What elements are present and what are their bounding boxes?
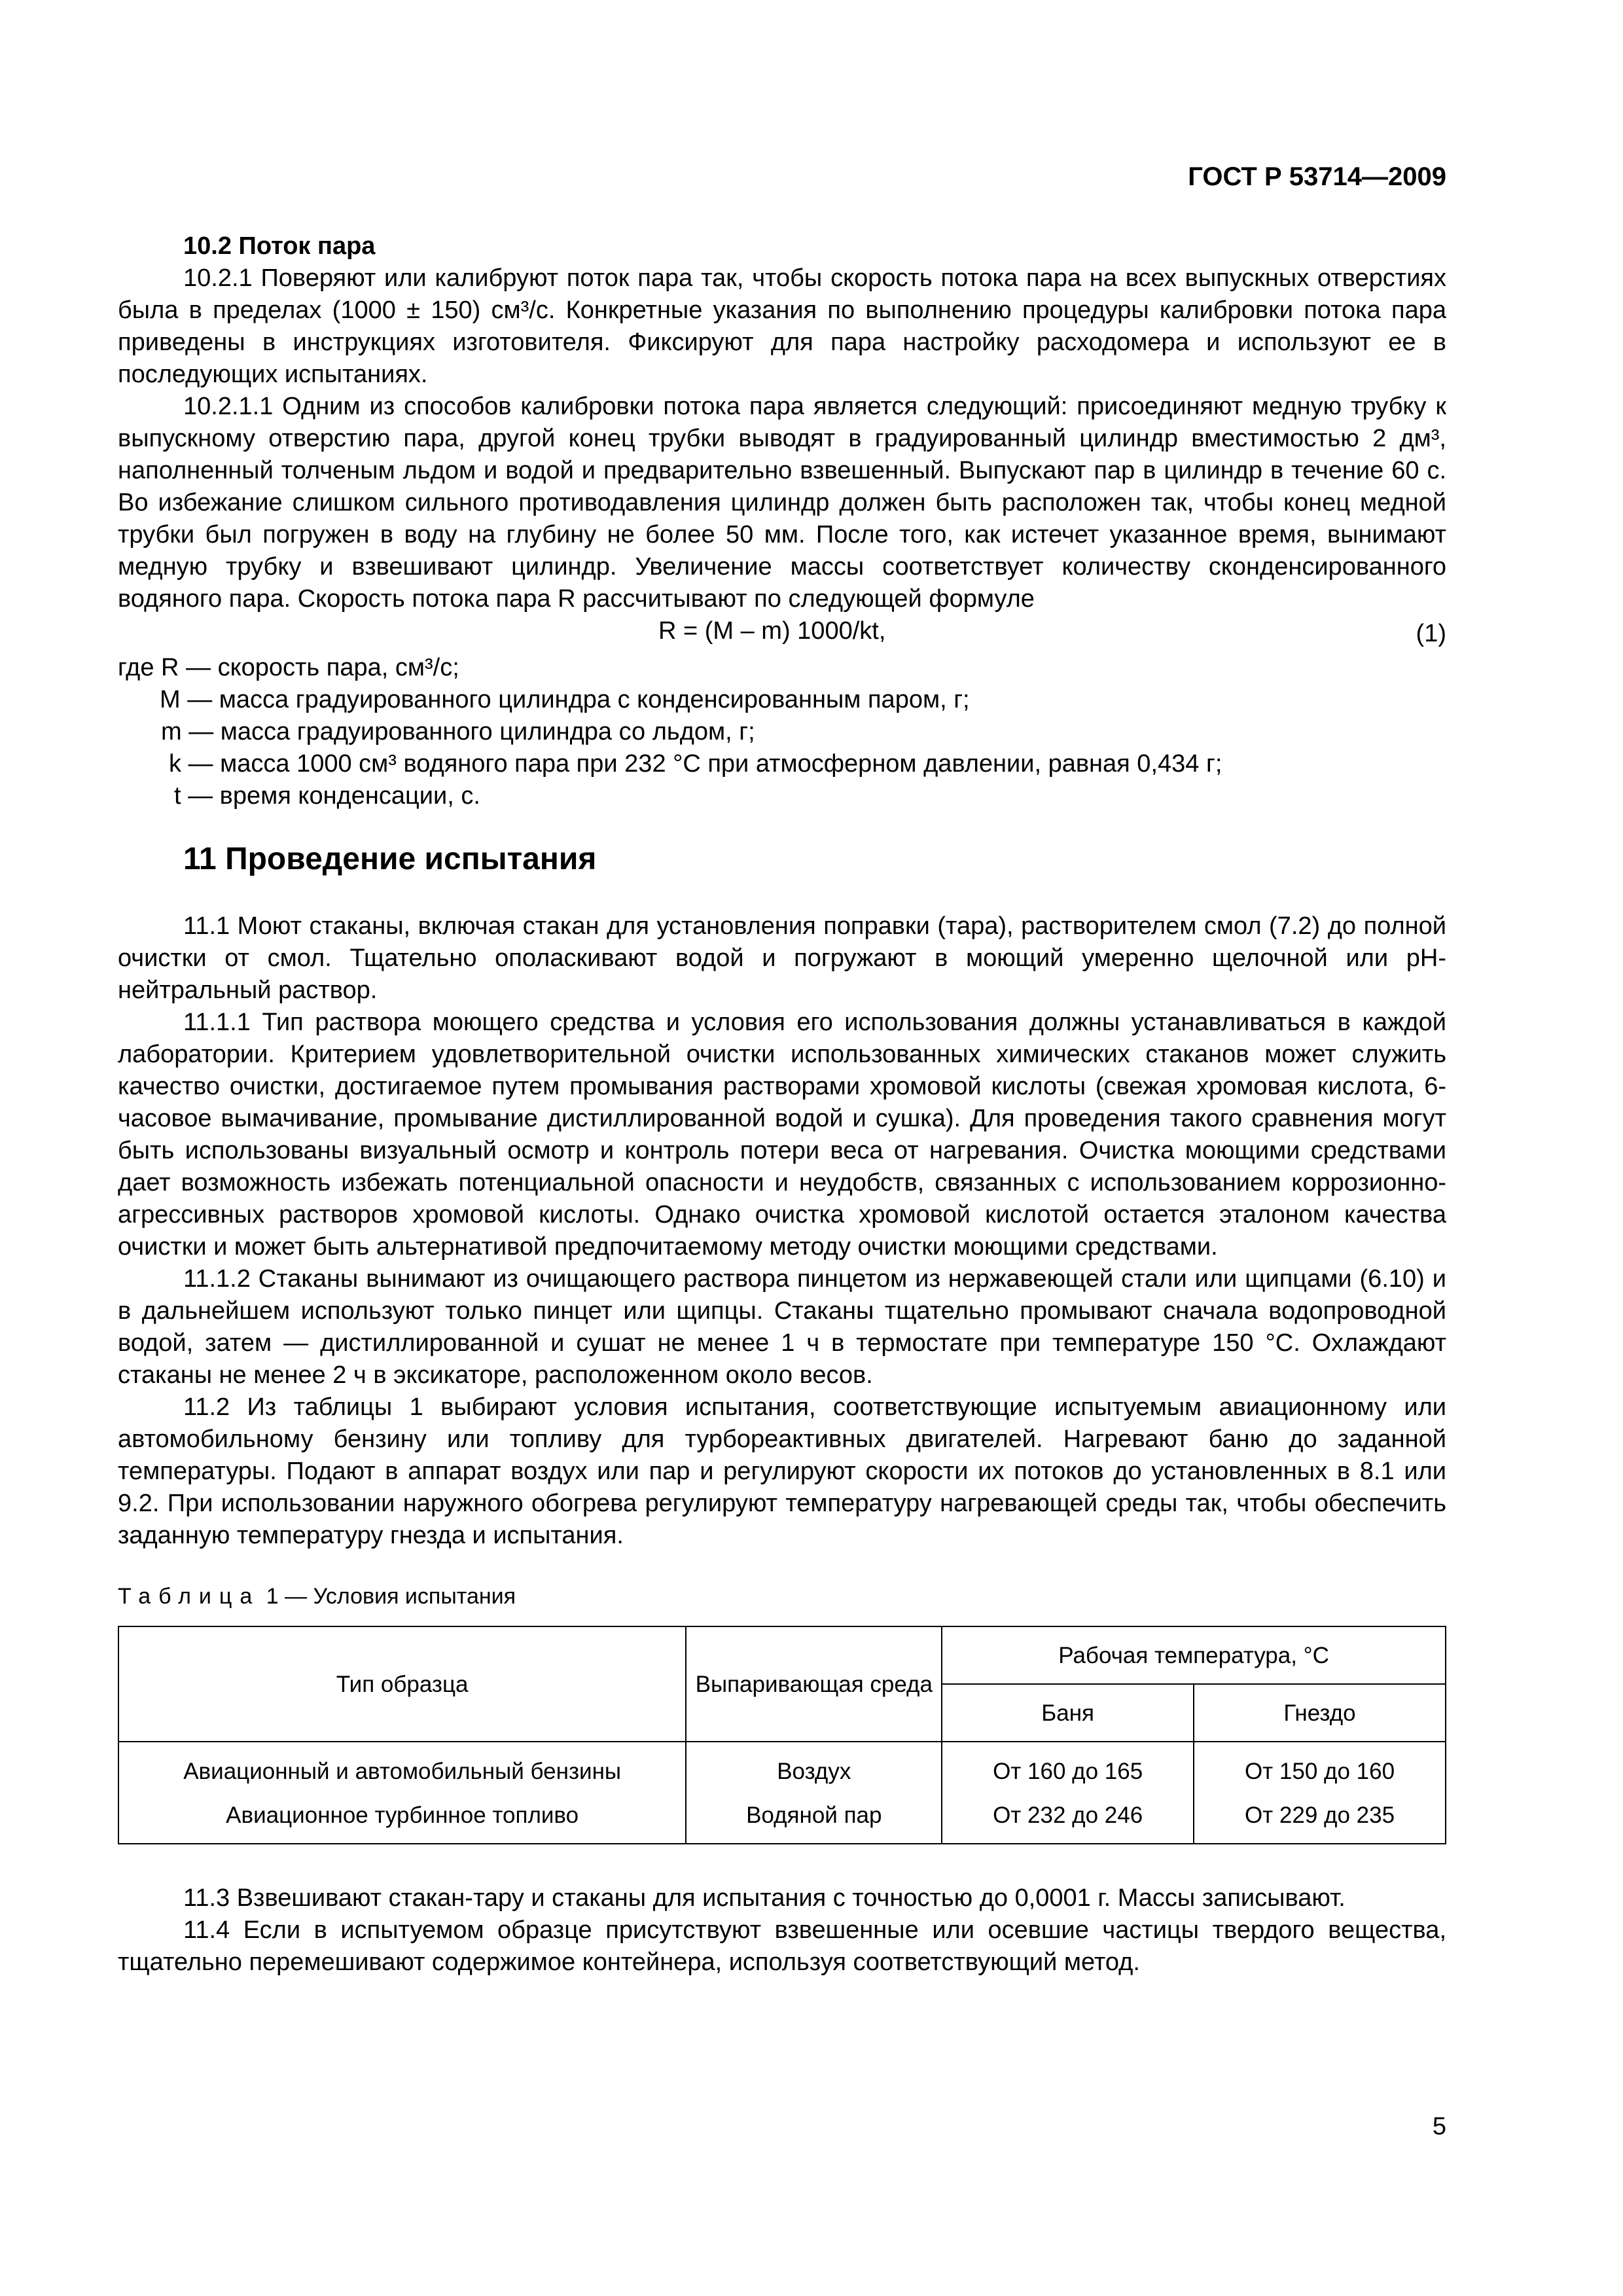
table-cell: От 232 до 246 xyxy=(942,1795,1194,1844)
paragraph-10-2-1: 10.2.1 Поверяют или калибруют поток пара так, чтобы скорость потока пара на всех выпускных отверстиях была в пределах (1000 ± 150) см³/с. Конкретные указания по выполнению процедуры калибровки потока пара приведены в инструкциях изготовителя. Фиксируют для пара настройку расходомера и используют ее в последующих испытаниях. xyxy=(118,264,1446,388)
legend-item: m — масса градуированного цилиндра со льдом, г; xyxy=(161,718,755,745)
paragraph-11-3: 11.3 Взвешивают стакан-тару и стаканы для испытания с точностью до 0,0001 г. Массы записывают. xyxy=(183,1884,1346,1912)
paragraph-11-4: 11.4 Если в испытуемом образце присутствуют взвешенные или осевшие частицы твердого вещества, тщательно перемешивают содержимое контейнера, используя соответствующий метод. xyxy=(118,1916,1446,1976)
paragraphs-after-table xyxy=(118,1882,1446,1979)
legend-item: k — масса 1000 см³ водяного пара при 232 °C при атмосферном давлении, равная 0,434 г; xyxy=(169,750,1222,778)
legend-item: где R — скорость пара, см³/с; xyxy=(118,654,459,681)
table-cell: От 229 до 235 xyxy=(1194,1795,1446,1844)
paragraph-11-1: 11.1 Моют стаканы, включая стакан для установления поправки (тара), растворителем смол (7.2) до полной очистки от смол. Тщательно ополаскивают водой и погружают в моющий умеренно щелочной или pH-нейтральный раствор. xyxy=(118,912,1446,1004)
table-header-medium: Выпаривающая среда xyxy=(686,1626,942,1742)
formula-number: (1) xyxy=(1416,620,1446,647)
table-cell: Воздух xyxy=(686,1742,942,1795)
paragraph-11-2: 11.2 Из таблицы 1 выбирают условия испытания, соответствующие испытуемым авиационному или автомобильному бензину или топливу для турбореактивных двигателей. Нагревают баню до заданной температуры. Подают в аппарат воздух или пар и регулируют скорости их потоков до установленных в 8.1 или 9.2. При использовании наружного обогрева регулируют температуру нагревающей среды так, чтобы обеспечить заданную температуру гнезда и испытания. xyxy=(118,1393,1446,1549)
paragraph-10-2-1-1: 10.2.1.1 Одним из способов калибровки потока пара является следующий: присоединяют медную трубку к выпускному отверстию пара, другой конец трубки выводят в градуированный цилиндр вместимостью 2 дм³, наполненный толченым льдом и водой и предварительно взвешенный. Выпускают пар в цилиндр в течение 60 с. Во избежание слишком сильного противодавления цилиндр должен быть расположен так, чтобы конец медной трубки был погружен в воду на глубину не более 50 мм. После того, как истечет указанное время, вынимают медную трубку и взвешивают цилиндр. Увеличение массы соответствует количеству сконденсированного водяного пара. Скорость потока пара R рассчитывают по следующей формуле xyxy=(118,393,1446,613)
table-cell: От 150 до 160 xyxy=(1194,1742,1446,1795)
legend-item: t — время конденсации, с. xyxy=(174,782,480,810)
section-11-title: 11 Проведение испытания xyxy=(183,842,597,876)
section-10-2-title: 10.2 Поток пара xyxy=(183,232,376,260)
table-cell: От 160 до 165 xyxy=(942,1742,1194,1795)
formula-legend xyxy=(118,652,1446,812)
legend-item: M — масса градуированного цилиндра с конденсированным паром, г; xyxy=(160,686,970,713)
table-header-socket: Гнездо xyxy=(1194,1684,1446,1742)
table-caption-title: 1 — Условия испытания xyxy=(260,1584,516,1609)
paragraph-11-1-2: 11.1.2 Стаканы вынимают из очищающего раствора пинцетом из нержавеющей стали или щипцами (6.10) и в дальнейшем используют только пинцет или щипцы. Стаканы тщательно промывают сначала водопроводной водой, затем — дистиллированной и сушат не менее 1 ч в термостате при температуре 150 °C. Охлаждают стаканы не менее 2 ч в эксикаторе, расположенном около весов. xyxy=(118,1265,1446,1389)
table-row xyxy=(118,1795,1446,1844)
table-caption xyxy=(118,1581,1446,1613)
table-caption-label: Таблица xyxy=(118,1584,260,1609)
table-row xyxy=(118,1742,1446,1795)
document-page xyxy=(118,0,1446,2296)
table-header-bath: Баня xyxy=(942,1684,1194,1742)
formula-expression: R = (M – m) 1000/kt, xyxy=(658,617,886,645)
formula-1 xyxy=(118,615,1446,652)
table-cell: Авиационное турбинное топливо xyxy=(118,1795,686,1844)
document-id: ГОСТ Р 53714—2009 xyxy=(1188,162,1446,191)
test-conditions-table xyxy=(118,1626,1446,1844)
paragraph-11-1-1: 11.1.1 Тип раствора моющего средства и условия его использования должны устанавливаться в каждой лаборатории. Критерием удовлетворительной очистки использованных химических стаканов может служить качество очистки, достигаемое путем промывания растворами хромовой кислоты (свежая хромовая кислота, 6-часовое вымачивание, промывание дистиллированной водой и сушка). Для проведения такого сравнения могут быть использованы визуальный осмотр и контроль потери веса от нагревания. Очистка моющими средствами дает возможность избежать потенциальной опасности и неудобств, связанных с использованием коррозионно-агрессивных растворов хромовой кислоты. Однако очистка хромовой кислотой остается эталоном качества очистки и может быть альтернативой предпочитаемому методу очистки моющими средствами. xyxy=(118,1009,1446,1261)
table-cell: Водяной пар xyxy=(686,1795,942,1844)
document-body xyxy=(118,230,1446,1979)
page-number: 5 xyxy=(1432,2113,1446,2140)
table-header-temperature: Рабочая температура, °C xyxy=(942,1626,1446,1684)
table-cell: Авиационный и автомобильный бензины xyxy=(118,1742,686,1795)
table-header-type: Тип образца xyxy=(118,1626,686,1742)
